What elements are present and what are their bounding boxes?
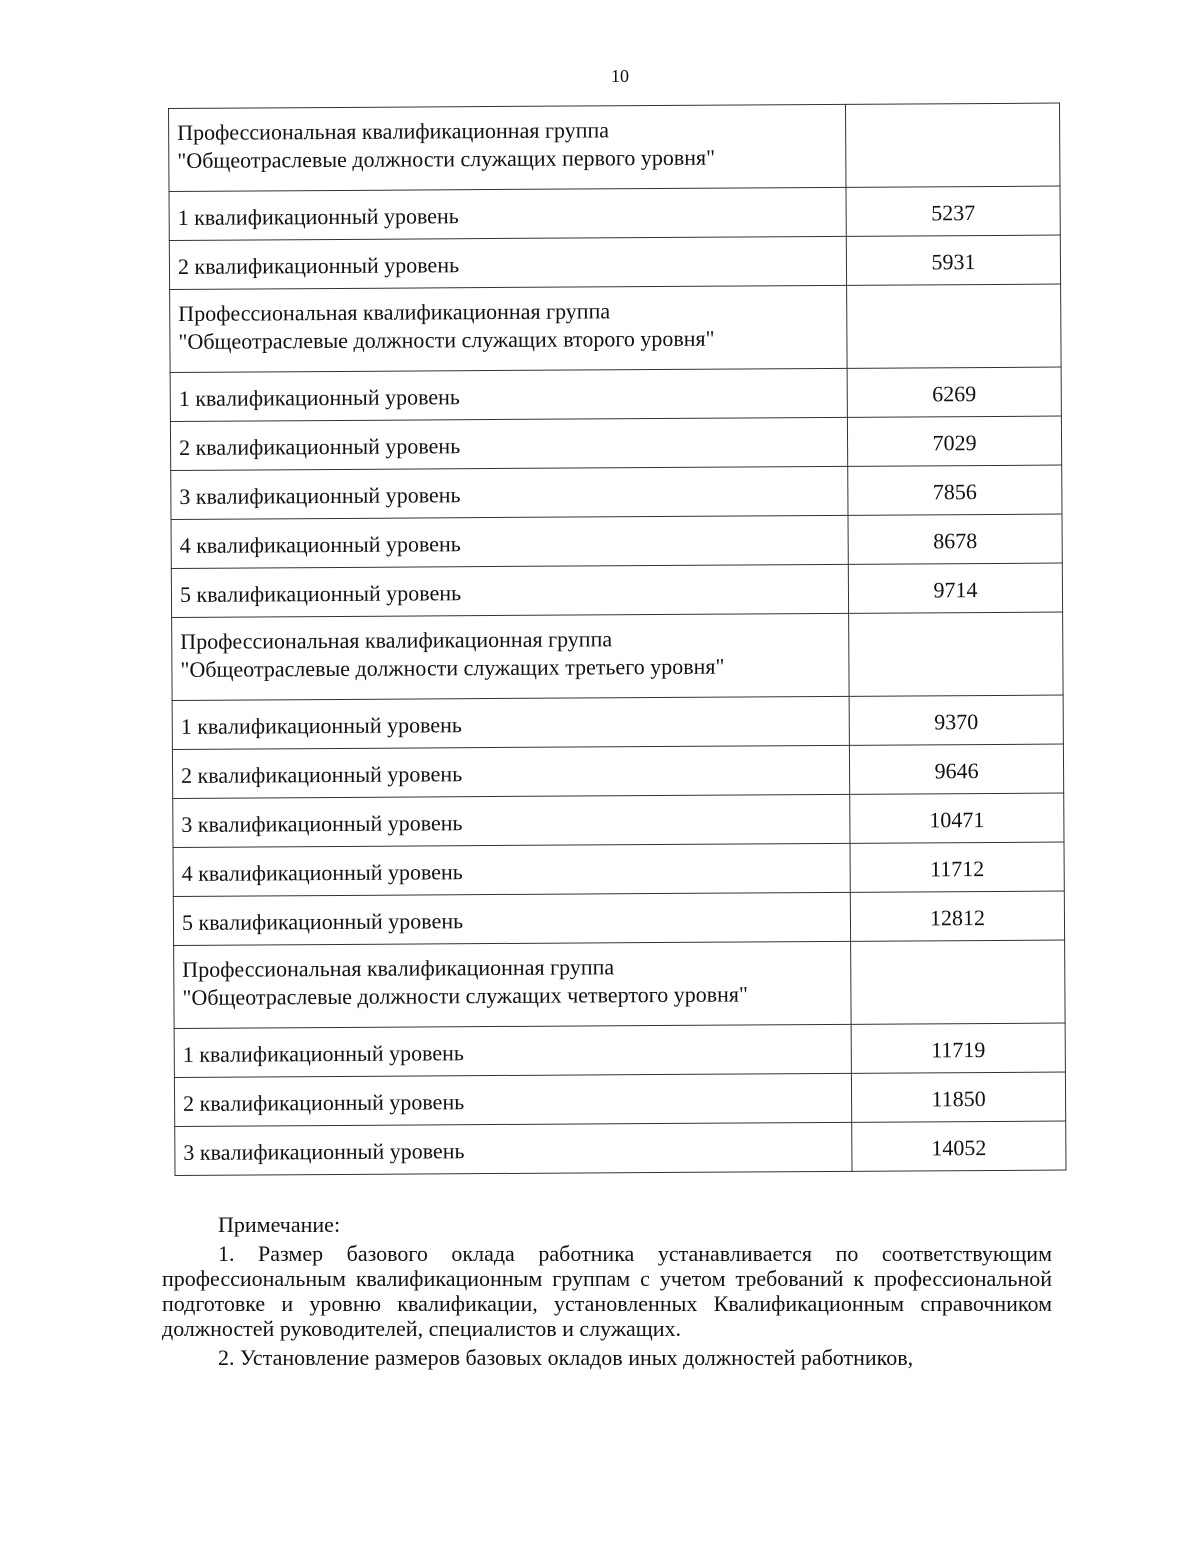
note-paragraph-2: 2. Установление размеров базовых окладов иных должностей работников, <box>218 1345 914 1370</box>
table-row <box>173 842 1064 896</box>
group-name-cell: Профессиональная квалификационная группа "Общеотраслевые должности служащих четвертого уровня" <box>174 941 851 1028</box>
salary-value-cell: 11712 <box>850 842 1064 892</box>
page-number: 10 <box>611 66 629 86</box>
group-name-cell: Профессиональная квалификационная группа "Общеотраслевые должности служащих второго уровня" <box>170 285 847 372</box>
table-row <box>172 695 1063 749</box>
table-row <box>175 1121 1066 1175</box>
salary-value-cell: 9370 <box>849 695 1063 745</box>
salary-value-cell <box>847 284 1062 368</box>
table-row <box>169 235 1060 289</box>
table-row <box>171 563 1062 617</box>
note-title: Примечание: <box>218 1212 341 1237</box>
salary-value-cell: 12812 <box>850 891 1064 941</box>
table-row <box>173 891 1064 945</box>
table-row <box>173 793 1064 847</box>
salary-value-cell: 7029 <box>847 416 1061 466</box>
level-name-cell: 4 квалификационный уровень <box>173 843 850 896</box>
group-row <box>169 103 1060 191</box>
level-name-cell: 1 квалификационный уровень <box>169 187 846 240</box>
level-name-cell: 2 квалификационный уровень <box>170 417 847 470</box>
group-name-cell: Профессиональная квалификационная группа "Общеотраслевые должности служащих третьего уровня" <box>172 613 849 700</box>
salary-value-cell: 11719 <box>851 1023 1065 1073</box>
salary-value-cell: 9646 <box>849 744 1063 794</box>
salary-value-cell <box>851 940 1066 1024</box>
level-name-cell: 5 квалификационный уровень <box>173 892 850 945</box>
level-name-cell: 2 квалификационный уровень <box>169 236 846 289</box>
level-name-cell: 3 квалификационный уровень <box>175 1122 852 1175</box>
level-name-cell: 3 квалификационный уровень <box>173 794 850 847</box>
salary-value-cell: 6269 <box>847 367 1061 417</box>
level-name-cell: 1 квалификационный уровень <box>172 696 849 749</box>
level-name-cell: 2 квалификационный уровень <box>174 1073 851 1126</box>
salary-value-cell: 10471 <box>850 793 1064 843</box>
level-name-cell: 1 квалификационный уровень <box>170 368 847 421</box>
salary-value-cell: 9714 <box>848 563 1062 613</box>
salary-table <box>168 103 1067 1176</box>
level-name-cell: 1 квалификационный уровень <box>174 1024 851 1077</box>
level-name-cell: 2 квалификационный уровень <box>172 745 849 798</box>
table-row <box>170 416 1061 470</box>
level-name-cell: 3 квалификационный уровень <box>171 466 848 519</box>
table-row <box>171 514 1062 568</box>
table-row <box>174 1072 1065 1126</box>
note-section <box>162 1212 1052 1374</box>
group-row <box>174 940 1065 1028</box>
salary-value-cell: 5931 <box>846 235 1060 285</box>
salary-value-cell: 14052 <box>852 1121 1066 1171</box>
salary-value-cell: 8678 <box>848 514 1062 564</box>
table-row <box>172 744 1063 798</box>
salary-value-cell <box>845 103 1060 187</box>
table-row <box>171 465 1062 519</box>
table-row <box>169 186 1060 240</box>
salary-value-cell: 5237 <box>846 186 1060 236</box>
note-paragraph-1: 1. Размер базового оклада работника устанавливается по соответствующим профессиональным квалификационным группам с учетом требований к профессиональной подготовке и уровню квалификации, установленных Квалификационным справочником должностей руководителей, специалистов и служащих. <box>162 1241 1052 1341</box>
table-row <box>174 1023 1065 1077</box>
table-row <box>170 367 1061 421</box>
group-row <box>172 612 1063 700</box>
salary-value-cell: 7856 <box>848 465 1062 515</box>
salary-table-body <box>169 103 1067 1175</box>
salary-value-cell: 11850 <box>851 1072 1065 1122</box>
level-name-cell: 4 квалификационный уровень <box>171 515 848 568</box>
group-name-cell: Профессиональная квалификационная группа "Общеотраслевые должности служащих первого уровня" <box>169 104 846 191</box>
group-row <box>170 284 1061 372</box>
salary-value-cell <box>849 612 1064 696</box>
level-name-cell: 5 квалификационный уровень <box>171 564 848 617</box>
